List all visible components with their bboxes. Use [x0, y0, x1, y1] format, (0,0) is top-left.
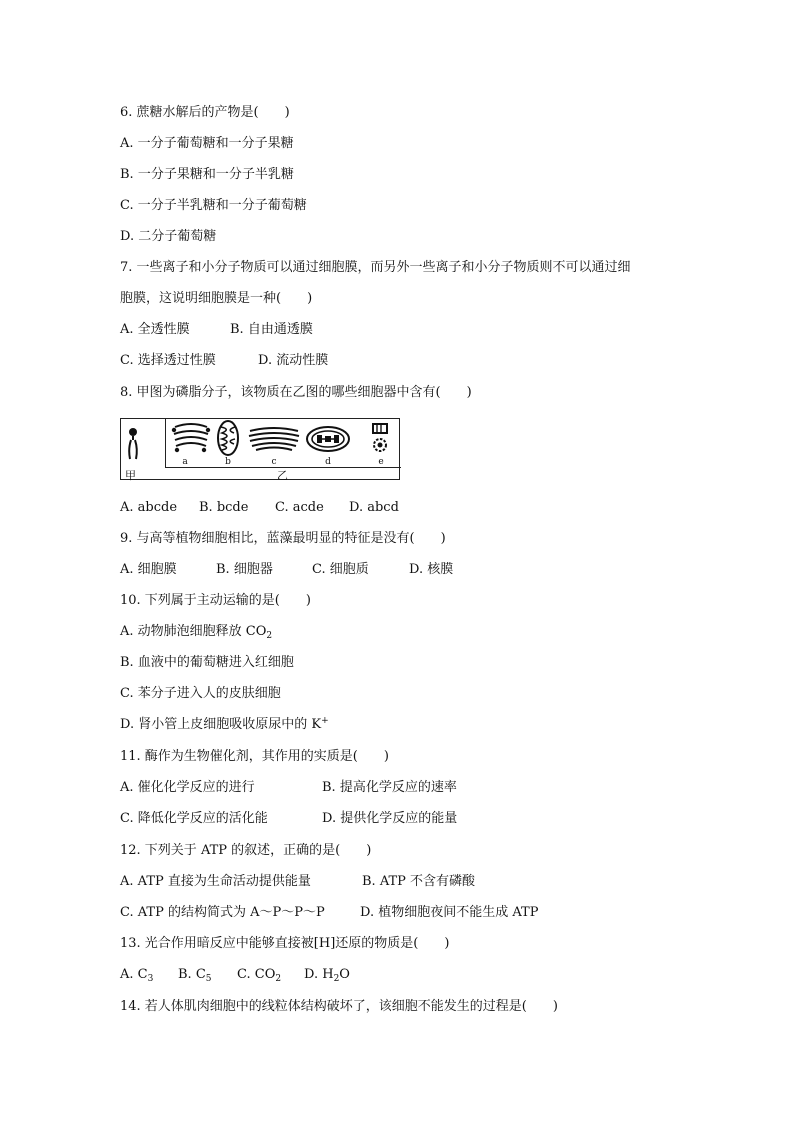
q13-option-d-text-end: O	[339, 967, 350, 982]
q6-option-a: A. 一分子葡萄糖和一分子果糖	[120, 136, 294, 151]
figure-letter-c: c	[271, 457, 277, 467]
q12-option-d: D. 植物细胞夜间不能生成 ATP	[360, 905, 539, 920]
figure-label-yi: 乙	[277, 469, 288, 482]
q10-stem: 10. 下列属于主动运输的是( )	[120, 593, 311, 608]
q7-options-row2	[120, 352, 328, 370]
q10-option-a	[120, 623, 272, 641]
q11-option-a: A. 催化化学反应的进行	[120, 780, 255, 795]
q11-options-row1	[120, 779, 457, 797]
phospholipid-icon	[123, 425, 143, 465]
q13-option-a-text: A. C	[120, 967, 148, 982]
q12-option-b: B. ATP 不含有磷酸	[362, 874, 476, 889]
q13-option-c-sub: 2	[275, 974, 282, 984]
q6-option-b: B. 一分子果糖和一分子半乳糖	[120, 167, 294, 182]
q6-option-d: D. 二分子葡萄糖	[120, 229, 217, 244]
figure-letter-d: d	[325, 457, 331, 467]
mitochondrion-icon	[215, 419, 241, 457]
figure-letter-e: e	[378, 457, 384, 467]
q10-option-d-text: D. 肾小管上皮细胞吸收原尿中的 K	[120, 717, 322, 732]
q13-option-a	[120, 966, 178, 984]
q11-option-b: B. 提高化学反应的速率	[322, 780, 457, 795]
q6-option-c: C. 一分子半乳糖和一分子葡萄糖	[120, 198, 307, 213]
q8-option-a: A. abcde	[120, 500, 178, 515]
q8-stem: 8. 甲图为磷脂分子，该物质在乙图的哪些细胞器中含有( )	[120, 385, 472, 400]
q12-options-row2	[120, 904, 538, 922]
q10-option-c: C. 苯分子进入人的皮肤细胞	[120, 686, 281, 701]
q13-option-c	[237, 966, 304, 984]
centriole-icon	[369, 421, 393, 455]
q10-option-b: B. 血液中的葡萄糖进入红细胞	[120, 655, 294, 670]
q7-options-row1	[120, 321, 313, 339]
q7-option-c: C. 选择透过性膜	[120, 353, 216, 368]
q8-option-c: C. acde	[275, 500, 324, 515]
q8-option-b: B. bcde	[199, 500, 249, 515]
figure-divider	[165, 419, 166, 467]
q9-option-c: C. 细胞质	[312, 562, 369, 577]
q11-option-c: C. 降低化学反应的活化能	[120, 811, 268, 826]
golgi-apparatus-icon	[171, 421, 211, 455]
chloroplast-icon	[305, 425, 351, 453]
q10-option-d-sup: +	[321, 716, 329, 726]
organelle-figure	[120, 418, 400, 480]
q13-option-d-sub: 2	[333, 974, 340, 984]
q7-stem-line1: 7. 一些离子和小分子物质可以通过细胞膜，而另外一些离子和小分子物质则不可以通过细	[120, 260, 631, 275]
q10-option-d	[120, 716, 329, 734]
q9-stem: 9. 与高等植物细胞相比，蓝藻最明显的特征是没有( )	[120, 531, 446, 546]
q11-option-d: D. 提供化学反应的能量	[322, 811, 458, 826]
q14-stem: 14. 若人体肌肉细胞中的线粒体结构破坏了，该细胞不能发生的过程是( )	[120, 999, 558, 1014]
q7-option-d: D. 流动性膜	[258, 353, 329, 368]
q9-option-d: D. 核膜	[409, 562, 454, 577]
q13-option-b-sub: 5	[205, 974, 212, 984]
q13-option-d	[304, 966, 350, 984]
figure-letter-b: b	[225, 457, 231, 467]
q7-option-a: A. 全透性膜	[120, 322, 190, 337]
endoplasmic-reticulum-icon	[247, 425, 301, 453]
q8-option-d: D. abcd	[349, 500, 399, 515]
q12-options-row1	[120, 873, 475, 891]
q9-option-b: B. 细胞器	[216, 562, 273, 577]
q7-stem-line2: 胞膜，这说明细胞膜是一种( )	[120, 291, 313, 306]
q13-stem: 13. 光合作用暗反应中能够直接被[H]还原的物质是( )	[120, 936, 450, 951]
figure-label-jia: 甲	[125, 469, 136, 482]
q13-option-a-sub: 3	[147, 974, 154, 984]
q10-option-a-sub: 2	[266, 631, 273, 641]
figure-letter-a: a	[182, 457, 188, 467]
q7-option-b: B. 自由通透膜	[230, 322, 313, 337]
q12-stem: 12. 下列关于 ATP 的叙述，正确的是( )	[120, 843, 372, 858]
q13-option-b-text: B. C	[178, 967, 206, 982]
q13-option-b	[178, 966, 237, 984]
q13-option-d-text: D. H	[304, 967, 334, 982]
q13-option-c-text: C. CO	[237, 967, 276, 982]
q12-option-a: A. ATP 直接为生命活动提供能量	[120, 874, 311, 889]
q12-option-c: C. ATP 的结构简式为 A～P～P～P	[120, 905, 325, 920]
q8-options	[120, 499, 399, 517]
q6-stem: 6. 蔗糖水解后的产物是( )	[120, 105, 290, 120]
q9-option-a: A. 细胞膜	[120, 562, 177, 577]
q13-options	[120, 966, 350, 984]
q9-options	[120, 561, 453, 579]
q11-stem: 11. 酶作为生物催化剂，其作用的实质是( )	[120, 749, 389, 764]
q10-option-a-text: A. 动物肺泡细胞释放 CO	[120, 624, 267, 639]
q11-options-row2	[120, 810, 457, 828]
